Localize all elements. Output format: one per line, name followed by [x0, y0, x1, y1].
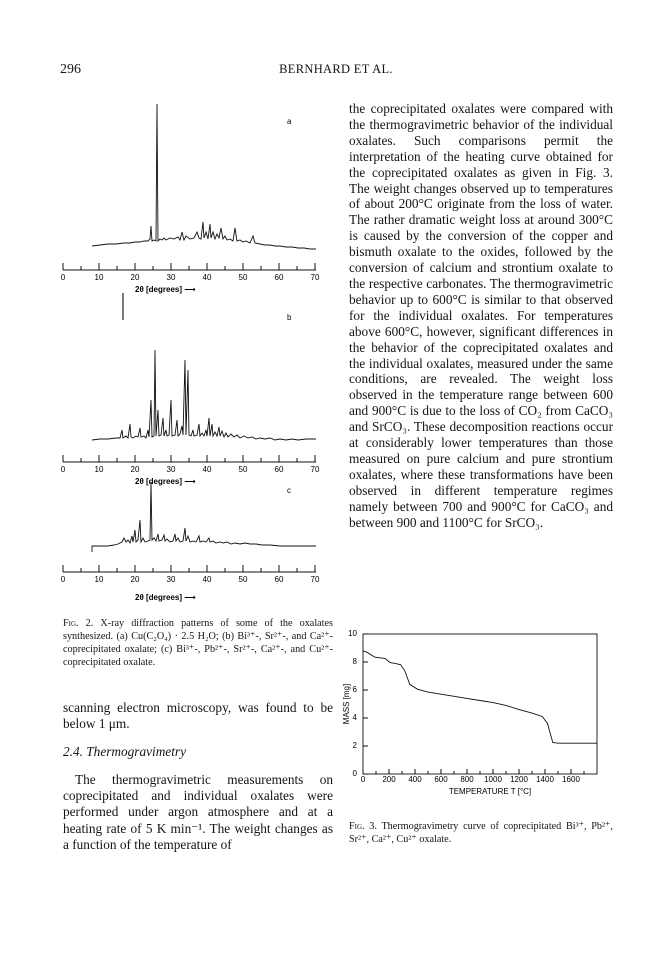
tga-x-tick-label: 400	[408, 775, 422, 784]
xrd-tick-label: 0	[60, 465, 66, 474]
tga-x-tick-label: 1000	[484, 775, 502, 784]
xrd-panel-a-plot	[60, 98, 325, 293]
page-header	[60, 62, 612, 82]
xrd-tick-label: 30	[166, 273, 176, 282]
xrd-tick-label: 60	[274, 575, 284, 584]
figure-3-caption-label: Fig. 3.	[349, 821, 377, 832]
xrd-tick-label: 10	[94, 465, 104, 474]
xrd-panel-a-label: a	[287, 117, 292, 126]
xrd-tick-label: 40	[202, 575, 212, 584]
tga-x-tick-label: 1600	[562, 775, 580, 784]
xrd-pattern-b	[92, 350, 316, 440]
xrd-panel-c-label: c	[287, 486, 291, 495]
xrd-tick-label: 60	[274, 273, 284, 282]
xrd-tick-label: 70	[310, 575, 320, 584]
figure-2-caption-label: Fig. 2.	[63, 618, 94, 629]
xrd-panel-a-ticks	[63, 263, 315, 270]
xrd-panel-b-label: b	[287, 313, 292, 322]
tga-y-tick-label: 2	[352, 741, 357, 750]
xrd-tick-label: 30	[166, 575, 176, 584]
xrd-tick-label: 20	[130, 273, 140, 282]
xrd-panel-c-xlabel: 2θ [degrees] ⟶	[135, 593, 196, 602]
xrd-tick-label: 60	[274, 465, 284, 474]
xrd-tick-label: 50	[238, 575, 248, 584]
tga-x-tick-label: 600	[434, 775, 448, 784]
tga-x-tick-label: 1400	[536, 775, 554, 784]
tga-y-tick-label: 6	[352, 685, 357, 694]
xrd-tick-label: 0	[60, 575, 66, 584]
xrd-tick-label: 20	[130, 575, 140, 584]
figure-3-caption	[349, 820, 613, 846]
xrd-tick-label: 50	[238, 273, 248, 282]
tga-y-tick-label: 4	[352, 713, 357, 722]
xrd-panel-b	[60, 290, 325, 486]
tga-y-tick-label: 0	[352, 769, 357, 778]
tga-x-tick-label: 1200	[510, 775, 528, 784]
tga-x-tick-label: 800	[460, 775, 474, 784]
xrd-tick-label: 40	[202, 273, 212, 282]
figure-2-caption-text: X-ray diffraction patterns of some of the oxalates synthesized. (a) Cu(C₂O₄) · 2.5 H₂O; (b) Bi³⁺-, Sr²⁺-, and Ca²⁺-coprecipitated oxalate; (c) Bi³⁺-, Pb²⁺-, Sr²⁺-, Ca²⁺-, and Cu²⁺-coprecipitated oxalate.	[63, 618, 333, 668]
left-paragraph-thermogravimetry: The thermogravimetric measurements on coprecipitated and individual oxalates were performed under argon atmosphere and at a heating rate of 5 K min⁻¹. The weight changes as a function of the temperature of	[63, 772, 333, 852]
tga-x-tick-label: 200	[382, 775, 396, 784]
xrd-tick-label: 0	[60, 273, 66, 282]
xrd-pattern-a	[92, 104, 316, 249]
section-heading-thermogravimetry: 2.4. Thermogravimetry	[63, 744, 186, 759]
xrd-tick-label: 30	[166, 465, 176, 474]
xrd-tick-label: 10	[94, 575, 104, 584]
tga-mass-curve	[363, 651, 597, 743]
xrd-panel-a	[60, 98, 325, 294]
xrd-panel-a-xlabel: 2θ [degrees] ⟶	[135, 285, 196, 294]
xrd-panel-b-xlabel: 2θ [degrees] ⟶	[135, 477, 196, 486]
page-number: 296	[60, 62, 81, 77]
xrd-panel-b-ticks	[63, 455, 315, 462]
left-paragraph-continued: scanning electron microscopy, was found to be below 1 μm.	[63, 700, 333, 732]
running-title: BERNHARD ET AL.	[279, 62, 393, 76]
xrd-panel-b-plot	[60, 290, 325, 485]
tga-plot-frame	[363, 634, 597, 774]
tga-xlabel: TEMPERATURE T [°C]	[448, 787, 532, 796]
figure-3-tga	[343, 626, 605, 801]
tga-x-tick-label: 0	[360, 775, 366, 784]
xrd-tick-label: 40	[202, 465, 212, 474]
xrd-tick-label: 50	[238, 465, 248, 474]
tga-y-tick-label: 8	[352, 657, 357, 666]
figure-2-caption	[63, 617, 333, 669]
xrd-panel-c-ticks	[63, 565, 315, 572]
tga-chart	[343, 626, 605, 801]
xrd-tick-label: 70	[310, 273, 320, 282]
xrd-tick-label: 10	[94, 273, 104, 282]
xrd-pattern-c	[92, 482, 316, 552]
right-column-text: the coprecipitated oxalates were compared with the thermogravimetric behavior of the individual oxalates. Such comparisons permit the interpretation of the heating curve obtained for the coprecipitated oxalates as given in Fig. 3. The weight changes observed up to temperatures of about 200°C originate from the loss of water. The rather dramatic weight loss at around 300°C is caused by the conversion of the copper and bismuth oxalate to the oxides, followed by the conversion of calcium and strontium oxalate to the respective carbonates. The thermogravimetric behavior up to 600°C is similar to that observed for the individual oxalates. For temperatures above 600°C, however, significant differences in the behavior of the coprecipitated oxalates and the individual oxalates, measured under the same conditions, are revealed. The weight loss observed in the temperature range between 600 and 900°C is due to the loss of CO₂ from CaCO₃ and SrCO₃. These decomposition reactions occur at considerably lower temperatures than those measured on pure calcium and pure strontium oxalates, where these transformations have been observed in different temperature regimes namely between 700 and 900°C for CaCO₃ and between 900 and 1100°C for SrCO₃.	[349, 101, 613, 530]
xrd-tick-label: 70	[310, 465, 320, 474]
xrd-panel-c-plot	[60, 480, 325, 615]
tga-y-tick-label: 10	[348, 629, 357, 638]
tga-ylabel: MASS [mg]	[342, 683, 351, 725]
xrd-tick-label: 20	[130, 465, 140, 474]
figure-3-caption-text: Thermogravimetry curve of coprecipitated Bi³⁺, Pb²⁺, Sr²⁺, Ca²⁺, Cu²⁺ oxalate.	[349, 821, 613, 845]
